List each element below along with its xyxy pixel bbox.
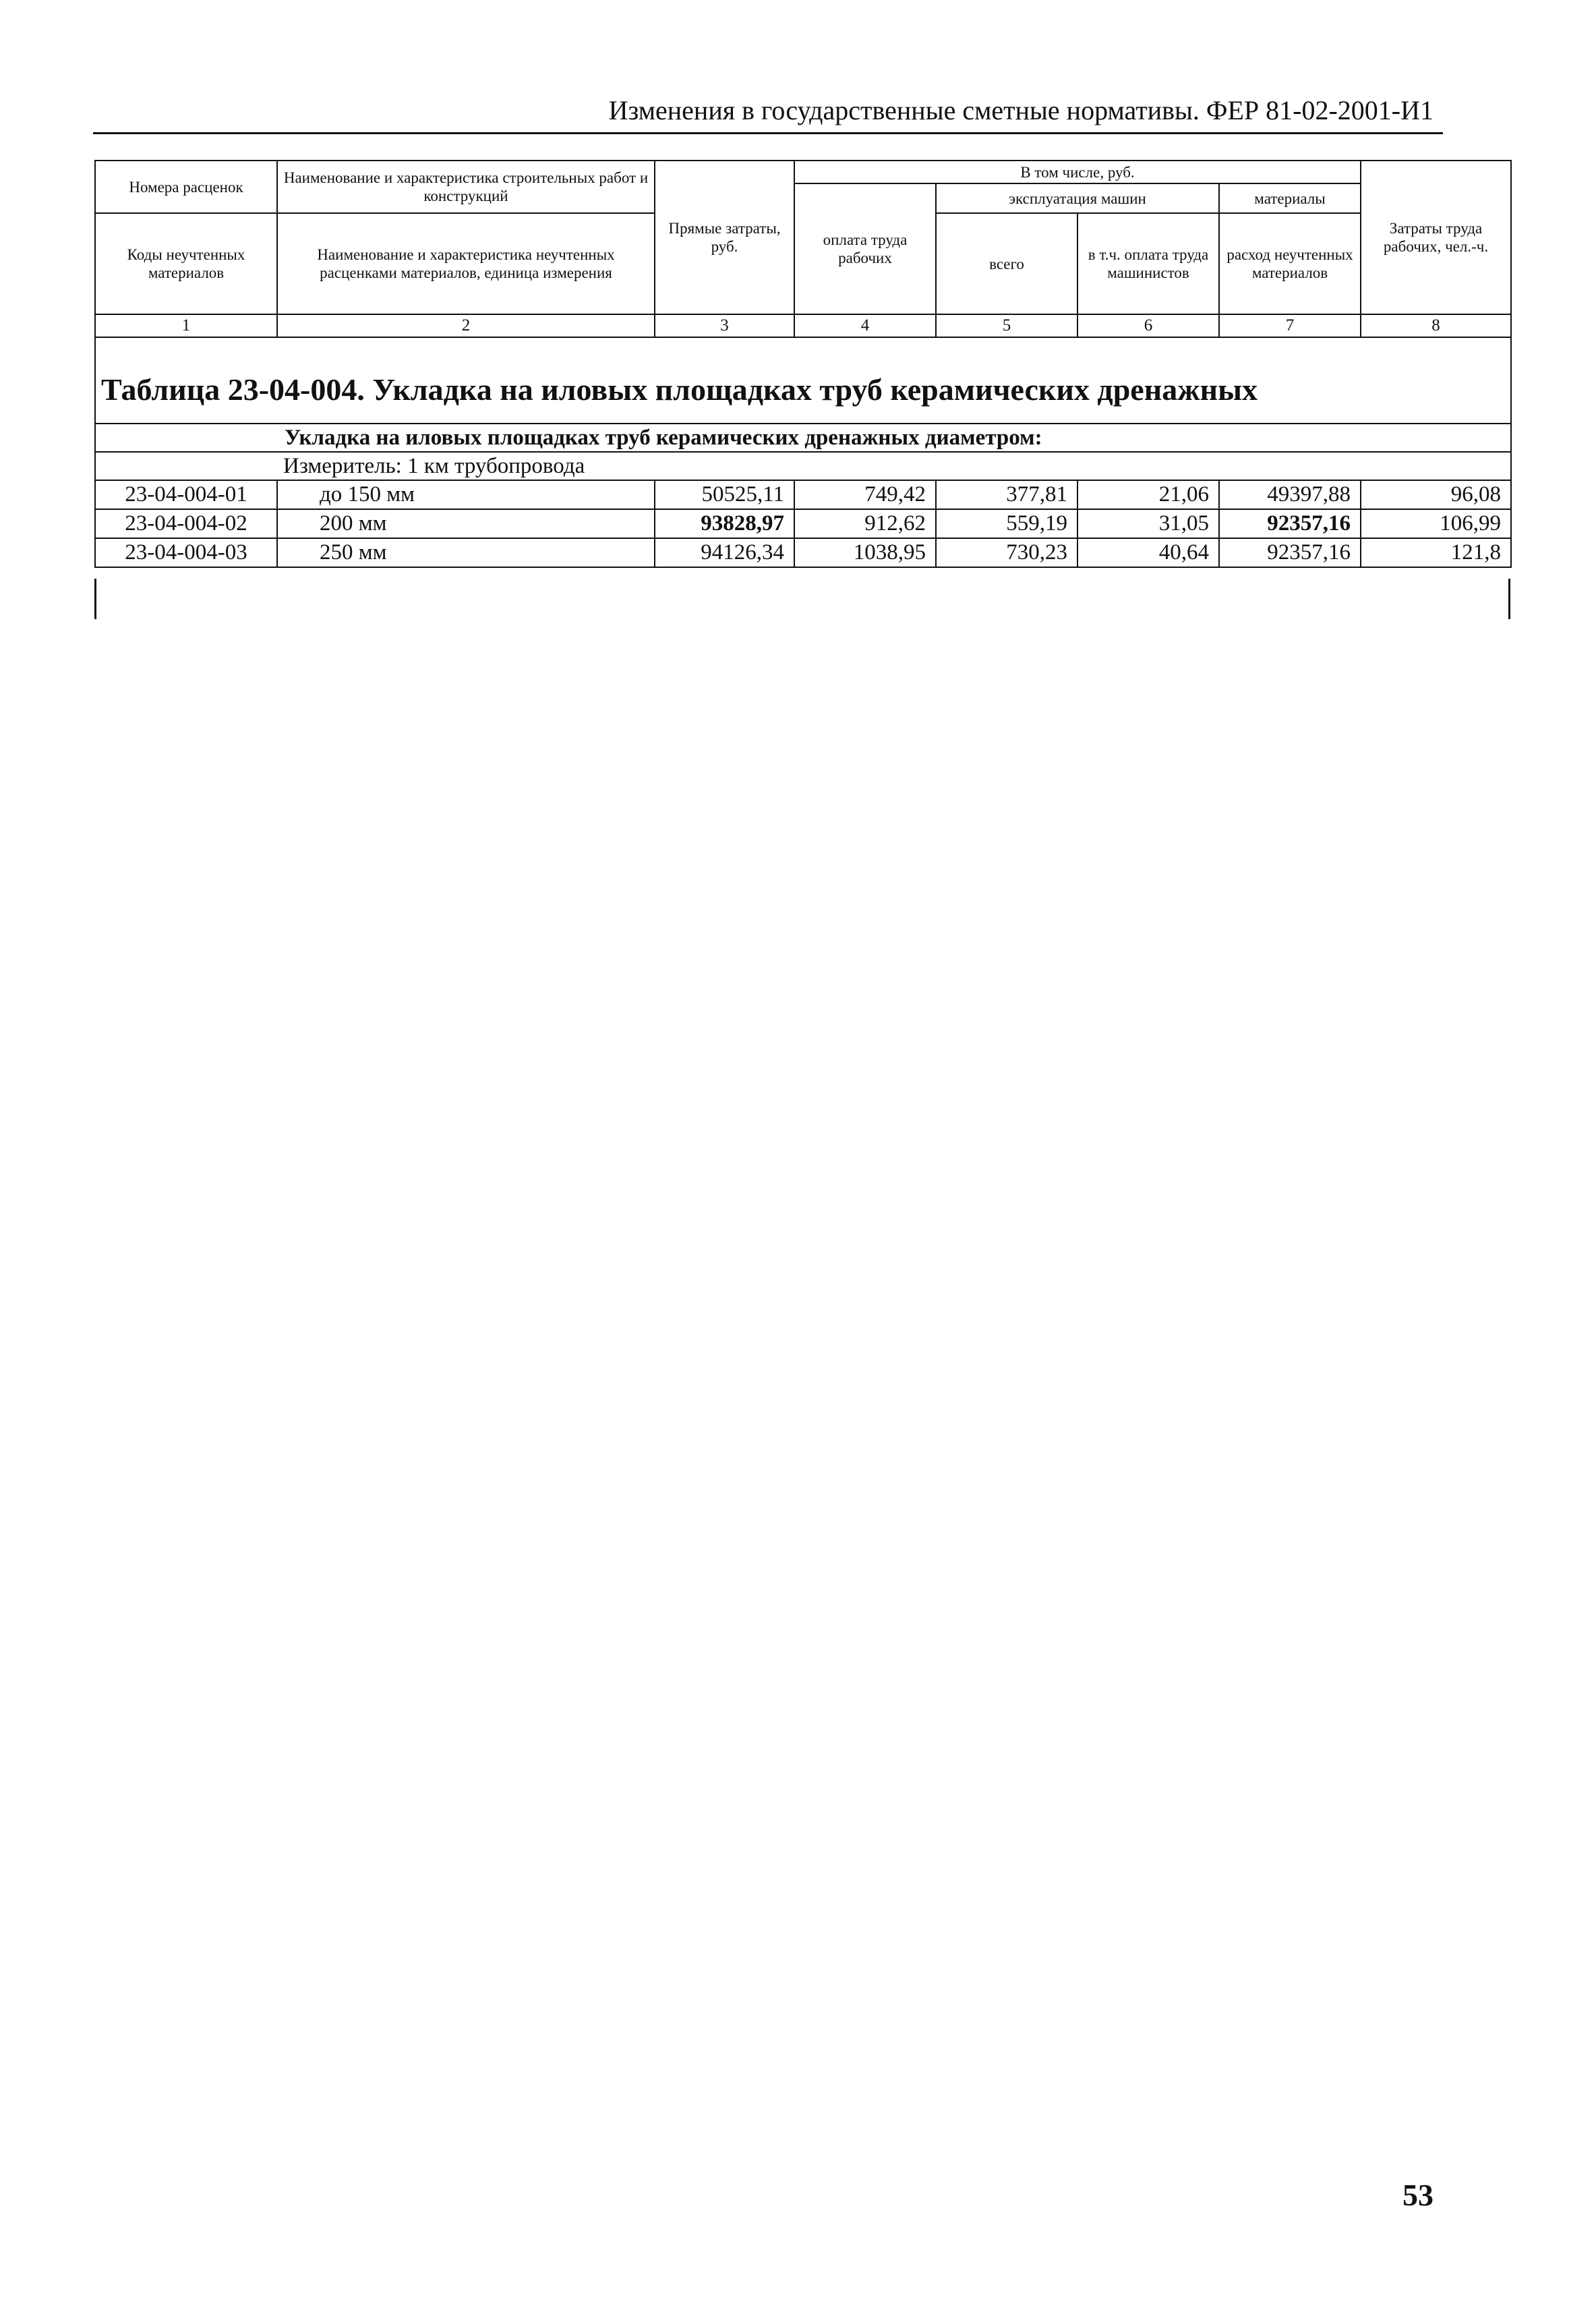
labor-hours: 96,08 (1361, 480, 1511, 509)
machines-header: эксплуатация машин (936, 183, 1219, 213)
materials-cost: 92357,16 (1219, 509, 1361, 538)
machines-total: 730,23 (936, 538, 1077, 567)
rate-name: 250 мм (277, 538, 655, 567)
column-number: 3 (655, 314, 794, 337)
operator-wages: 21,06 (1077, 480, 1219, 509)
table-left-border (94, 579, 96, 619)
worker-wages: 912,62 (794, 509, 936, 538)
machines-total: 559,19 (936, 509, 1077, 538)
materials-cost: 49397,88 (1219, 480, 1361, 509)
table-row (95, 509, 1511, 538)
column-number: 8 (1361, 314, 1511, 337)
direct-costs: 50525,11 (655, 480, 794, 509)
machines-total: 377,81 (936, 480, 1077, 509)
table-subtitle: Укладка на иловых площадках труб керамических дренажных диаметром: (95, 424, 1511, 452)
operator-wages: 31,05 (1077, 509, 1219, 538)
materials-header: материалы (1219, 183, 1361, 213)
table-row (95, 538, 1511, 567)
table-title: Таблица 23-04-004. Укладка на иловых площадках труб керамических дренажных (95, 337, 1511, 424)
direct-costs: 94126,34 (655, 538, 794, 567)
rates-table-frame (94, 160, 1510, 615)
column-number: 2 (277, 314, 655, 337)
col4-header: оплата труда рабочих (794, 183, 936, 314)
rates-table (94, 160, 1512, 568)
direct-costs: 93828,97 (655, 509, 794, 538)
column-number: 1 (95, 314, 277, 337)
table-row (95, 480, 1511, 509)
rate-name: 200 мм (277, 509, 655, 538)
col3-header: Прямые затраты, руб. (655, 161, 794, 314)
table-continuation (94, 579, 1510, 619)
worker-wages: 749,42 (794, 480, 936, 509)
operator-wages: 40,64 (1077, 538, 1219, 567)
rate-code: 23-04-004-03 (95, 538, 277, 567)
labor-hours: 106,99 (1361, 509, 1511, 538)
materials-cost: 92357,16 (1219, 538, 1361, 567)
page-header (93, 89, 1443, 134)
rate-code: 23-04-004-02 (95, 509, 277, 538)
col5-header: всего (936, 213, 1077, 314)
table-measure: Измеритель: 1 км трубопровода (95, 452, 1511, 480)
col1-header-bottom: Коды неучтенных материалов (95, 213, 277, 314)
worker-wages: 1038,95 (794, 538, 936, 567)
column-number: 5 (936, 314, 1077, 337)
column-number: 4 (794, 314, 936, 337)
col1-header-top: Номера расценок (95, 161, 277, 213)
group-header: В том числе, руб. (794, 161, 1361, 183)
rate-code: 23-04-004-01 (95, 480, 277, 509)
col2-header-bottom: Наименование и характеристика неучтенных расценками материалов, единица измерения (277, 213, 655, 314)
page-number: 53 (1402, 2178, 1434, 2212)
rate-name: до 150 мм (277, 480, 655, 509)
column-numbers-row (95, 314, 1511, 337)
page-header-text: Изменения в государственные сметные нормативы. ФЕР 81-02-2001-И1 (608, 95, 1434, 125)
column-number: 7 (1219, 314, 1361, 337)
table-right-border (1508, 579, 1510, 619)
column-number: 6 (1077, 314, 1219, 337)
col2-header-top: Наименование и характеристика строительных работ и конструкций (277, 161, 655, 213)
col6-header: в т.ч. оплата труда машинистов (1077, 213, 1219, 314)
col8-header: Затраты труда рабочих, чел.-ч. (1361, 161, 1511, 314)
labor-hours: 121,8 (1361, 538, 1511, 567)
col7-header: расход неучтенных материалов (1219, 213, 1361, 314)
